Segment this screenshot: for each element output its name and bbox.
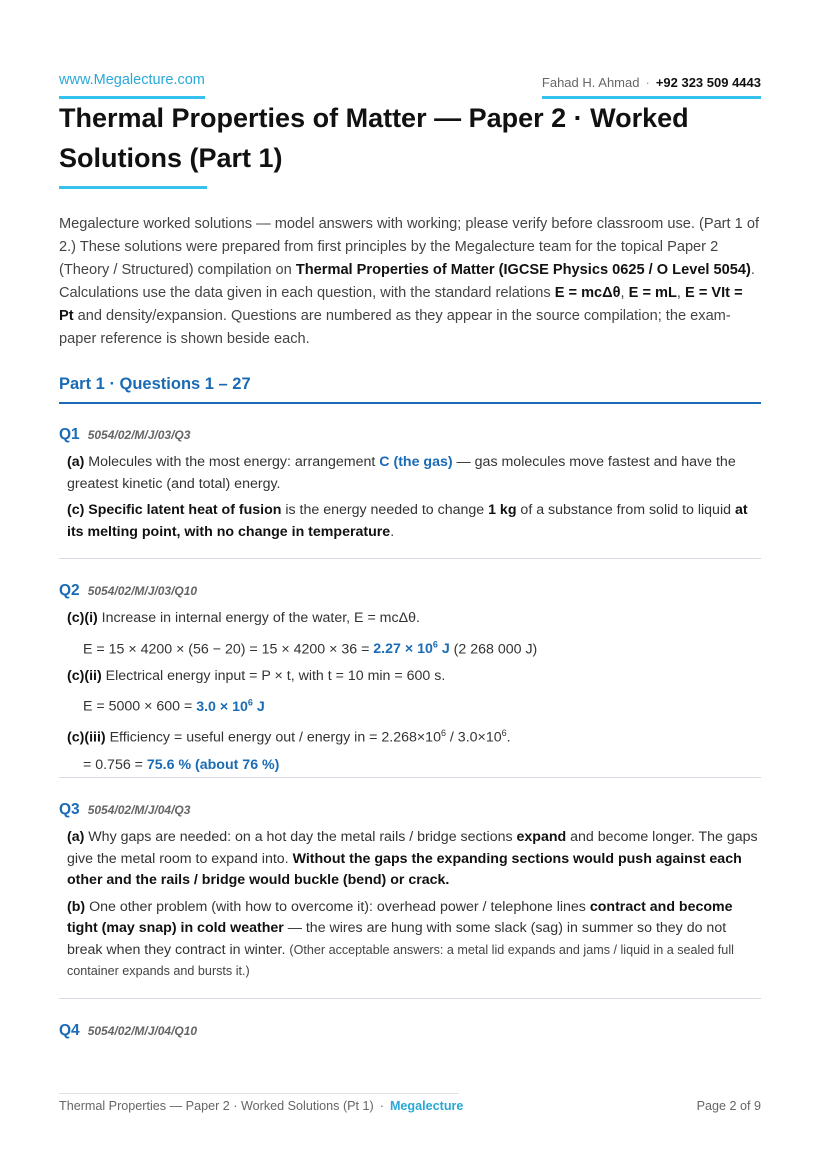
author-name: Fahad H. Ahmad — [541, 75, 640, 90]
question-3 — [59, 801, 761, 983]
answer-c-ii: (c)(ii) Electrical energy input = P × t, with t = 10 min = 600 s. — [67, 667, 446, 684]
calc-c-iii: = 0.756 = 75.6 % (about 76 %) — [83, 756, 280, 773]
question-number: Q1 — [59, 426, 80, 443]
question-divider — [59, 777, 761, 778]
answer-c: (c) Specific latent heat of fusion is the energy needed to change 1 kg of a substance from solid to liquid at its melting point, with no change in temperature. — [67, 502, 748, 540]
title-underline — [59, 186, 207, 189]
question-number: Q4 — [59, 1022, 80, 1039]
question-divider — [59, 998, 761, 999]
question-ref: 5054/02/M/J/03/Q3 — [87, 428, 191, 442]
footer-rule — [59, 1093, 459, 1094]
answer-c-i: (c)(i) Increase in internal energy of the water, E = mcΔθ. — [67, 610, 420, 626]
question-ref: 5054/02/M/J/03/Q10 — [87, 584, 198, 598]
question-4 — [59, 1022, 761, 1042]
question-1 — [59, 426, 761, 543]
contact-info — [542, 75, 761, 99]
question-ref: 5054/02/M/J/04/Q3 — [87, 803, 191, 817]
footer-text: Thermal Properties — Paper 2 · Worked Solutions (Pt 1) · Megalecture — [59, 1099, 464, 1113]
phone-number: +92 323 509 4443 — [655, 75, 761, 90]
page-header — [59, 72, 761, 100]
header-separator: · — [645, 75, 650, 90]
question-number: Q2 — [59, 582, 80, 599]
question-ref: 5054/02/M/J/04/Q10 — [87, 1024, 198, 1038]
footer-brand: Megalecture — [389, 1099, 464, 1113]
answer-b: (b) One other problem (with how to overcome it): overhead power / telephone lines contract and become tight (may snap) in cold weather — the wires are hung with some slack (sag) in summer so they do not break when they contract in winter. (Other acceptable answers: a metal lid expands and jams / liquid in a sealed full container expands and bursts it.) — [67, 898, 734, 978]
question-divider — [59, 558, 761, 559]
calc-c-i: $E = 15 \times 4200 \times (56 - 20) = 15 \times 4200 \times 36 = 2.27 \times 10^6$ J (2 268 000 J) — [83, 639, 538, 658]
site-link[interactable]: www.Megalecture.com — [59, 72, 205, 99]
answer-a: (a) Why gaps are needed: on a hot day the metal rails / bridge sections expand and become longer. The gaps give the metal room to expand into. Without the gaps the expanding sections would push against each other and the rails / bridge would buckle (bend) or crack. — [67, 829, 758, 888]
answer-c-iii: (c)(iii) Efficiency = useful energy out / energy in = $2.268\times 10^6 / 3.0\times 10^6$. — [67, 728, 511, 747]
question-2 — [59, 582, 761, 776]
calc-c-ii: $E = 5000 \times 600 = 3.0 \times 10^6$ J — [83, 697, 265, 715]
intro-paragraph: Megalecture worked solutions — model answers with working; please verify before classroom use. (Part 1 of 2.) These solutions were prepared from first principles by the Megalecture team for the topical Paper 2 (Theory / Structured) compilation on Thermal Properties of Matter (IGCSE Physics 0625 / O Level 5054). Calculations use the data given in each question, with the standard relations E = mcΔθ, E = mL, E = VIt = Pt and density/expansion. Questions are numbered as they appear in the source compilation; the exam-paper reference is shown beside each. — [59, 216, 759, 347]
answer-a: (a) Molecules with the most energy: arrangement C (the gas) — gas molecules move fastest and have the greatest kinetic (and total) energy. — [67, 454, 736, 492]
question-number: Q3 — [59, 801, 80, 818]
part-heading: Part 1 · Questions 1 – 27 — [59, 375, 761, 404]
page-title: Thermal Properties of Matter — Paper 2 · Worked Solutions (Part 1) — [59, 103, 689, 173]
page-number: Page 2 of 9 — [696, 1099, 761, 1113]
